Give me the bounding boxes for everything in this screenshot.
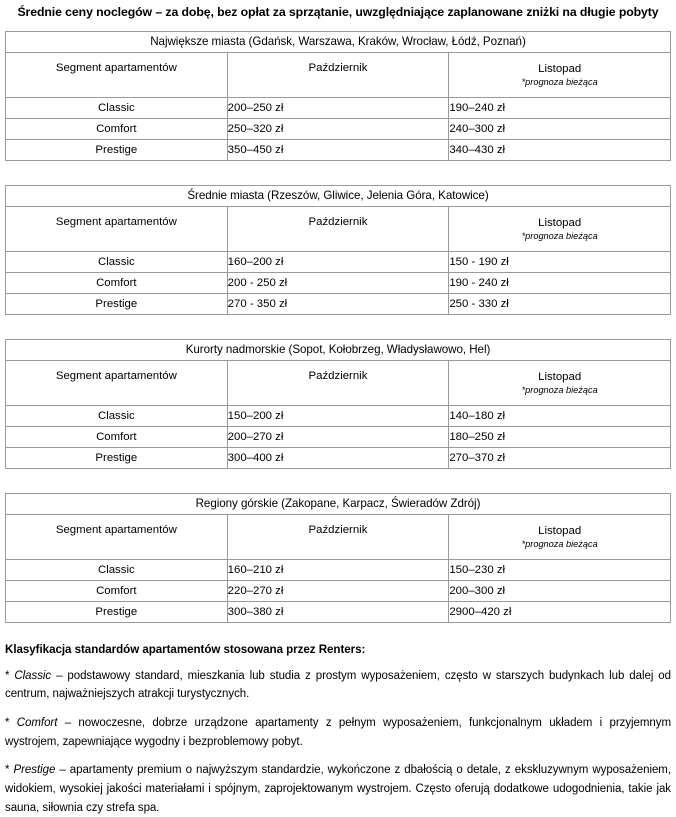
column-header-segment: Segment apartamentów [6,206,228,251]
table-caption-row [6,493,671,514]
cell-price-october: 350–450 zł [227,139,449,160]
cell-segment: Comfort [6,426,228,447]
table-header-row [6,52,671,97]
table-caption: Największe miasta (Gdańsk, Warszawa, Kraków, Wrocław, Łódź, Poznań) [6,31,671,52]
table-row [6,447,671,468]
note-text: – apartamenty premium o najwyższym standardzie, wykończone z dbałością o detale, z ekskluzywnym wyposażeniem, widokiem, wysokiej jakości materiałami i spójnym, zaprojektowanym wystrojem. Często oferują dodatkowe udogodnienia, takie jak sauna, siłownia czy strefa spa. [5,764,671,814]
cell-price-november: 200–300 zł [449,580,671,601]
cell-price-november: 140–180 zł [449,405,671,426]
cell-price-october: 160–200 zł [227,251,449,272]
cell-price-october: 300–380 zł [227,601,449,622]
cell-segment: Prestige [6,601,228,622]
column-header-november-label: Listopad [538,370,582,383]
column-header-segment: Segment apartamentów [6,360,228,405]
cell-segment: Prestige [6,293,228,314]
cell-price-october: 270 - 350 zł [227,293,449,314]
cell-price-november: 190–240 zł [449,97,671,118]
cell-price-november: 150–230 zł [449,559,671,580]
cell-price-november: 190 - 240 zł [449,272,671,293]
cell-segment: Comfort [6,118,228,139]
table-row [6,251,671,272]
table-header-row [6,360,671,405]
table-caption: Średnie miasta (Rzeszów, Gliwice, Jelenia Góra, Katowice) [6,185,671,206]
price-table [5,185,671,315]
note-marker: * [5,764,10,777]
note-marker: * [5,717,10,730]
note-text: – nowoczesne, dobrze urządzone apartamenty z pełnym wyposażeniem, funkcjonalnym układem i przyjemnym wystrojem, zapewniające wygodny i bezproblemowy pobyt. [5,717,671,748]
table-header-row [6,514,671,559]
table-row [6,272,671,293]
column-header-october: Październik [227,206,449,251]
column-header-segment: Segment apartamentów [6,52,228,97]
note-marker: * [5,669,10,682]
notes-list [5,667,671,817]
notes-heading: Klasyfikacja standardów apartamentów stosowana przez Renters: [5,642,366,656]
table-caption-row [6,339,671,360]
cell-price-october: 250–320 zł [227,118,449,139]
cell-price-november: 180–250 zł [449,426,671,447]
table-caption: Regiony górskie (Zakopane, Karpacz, Świeradów Zdrój) [6,493,671,514]
cell-price-october: 200–270 zł [227,426,449,447]
table-row [6,97,671,118]
column-header-october: Październik [227,360,449,405]
price-table [5,493,671,623]
cell-price-october: 200 - 250 zł [227,272,449,293]
column-header-november [449,206,671,251]
cell-price-november: 240–300 zł [449,118,671,139]
cell-price-november: 250 - 330 zł [449,293,671,314]
table-row [6,601,671,622]
cell-price-october: 300–400 zł [227,447,449,468]
cell-price-october: 150–200 zł [227,405,449,426]
note-text: – podstawowy standard, mieszkania lub studia z prostym wyposażeniem, często w starszych budynkach lub dalej od centrum, najważniejszych atrakcji turystycznych. [5,669,671,701]
cell-segment: Prestige [6,447,228,468]
column-header-november-note: *prognoza bieżąca [521,384,598,395]
column-header-november [449,52,671,97]
cell-price-november: 270–370 zł [449,447,671,468]
table-caption: Kurorty nadmorskie (Sopot, Kołobrzeg, Władysławowo, Hel) [6,339,671,360]
cell-segment: Comfort [6,580,228,601]
cell-segment: Classic [6,251,228,272]
cell-segment: Classic [6,559,228,580]
column-header-november-note: *prognoza bieżąca [521,538,598,549]
cell-segment: Classic [6,97,228,118]
table-caption-row [6,31,671,52]
column-header-october: Październik [227,514,449,559]
column-header-november-label: Listopad [538,62,582,75]
cell-price-october: 220–270 zł [227,580,449,601]
note-segment-name: Prestige [13,764,56,777]
cell-price-november: 2900–420 zł [449,601,671,622]
column-header-november-label: Listopad [538,216,582,229]
table-row [6,559,671,580]
cell-segment: Prestige [6,139,228,160]
cell-segment: Classic [6,405,228,426]
page-title: Średnie ceny noclegów – za dobę, bez opłat za sprzątanie, uwzględniające zaplanowane zniżki na długie pobyty [17,5,659,19]
note-segment-name: Comfort [16,717,58,730]
table-row [6,293,671,314]
cell-segment: Comfort [6,272,228,293]
note-item [5,714,671,751]
cell-price-october: 160–210 zł [227,559,449,580]
cell-price-november: 150 - 190 zł [449,251,671,272]
note-item [5,761,671,817]
note-segment-name: Classic [14,669,52,682]
column-header-october: Październik [227,52,449,97]
cell-price-november: 340–430 zł [449,139,671,160]
column-header-november-note: *prognoza bieżąca [521,76,598,87]
table-row [6,139,671,160]
table-row [6,118,671,139]
cell-price-october: 200–250 zł [227,97,449,118]
note-item [5,667,671,704]
table-caption-row [6,185,671,206]
price-table [5,31,671,161]
column-header-november-note: *prognoza bieżąca [521,230,598,241]
table-row [6,580,671,601]
price-table [5,339,671,469]
table-row [6,405,671,426]
column-header-november [449,514,671,559]
tables-container [5,31,671,623]
table-header-row [6,206,671,251]
column-header-november-label: Listopad [538,524,582,537]
classification-notes [5,643,671,817]
table-row [6,426,671,447]
column-header-segment: Segment apartamentów [6,514,228,559]
column-header-november [449,360,671,405]
